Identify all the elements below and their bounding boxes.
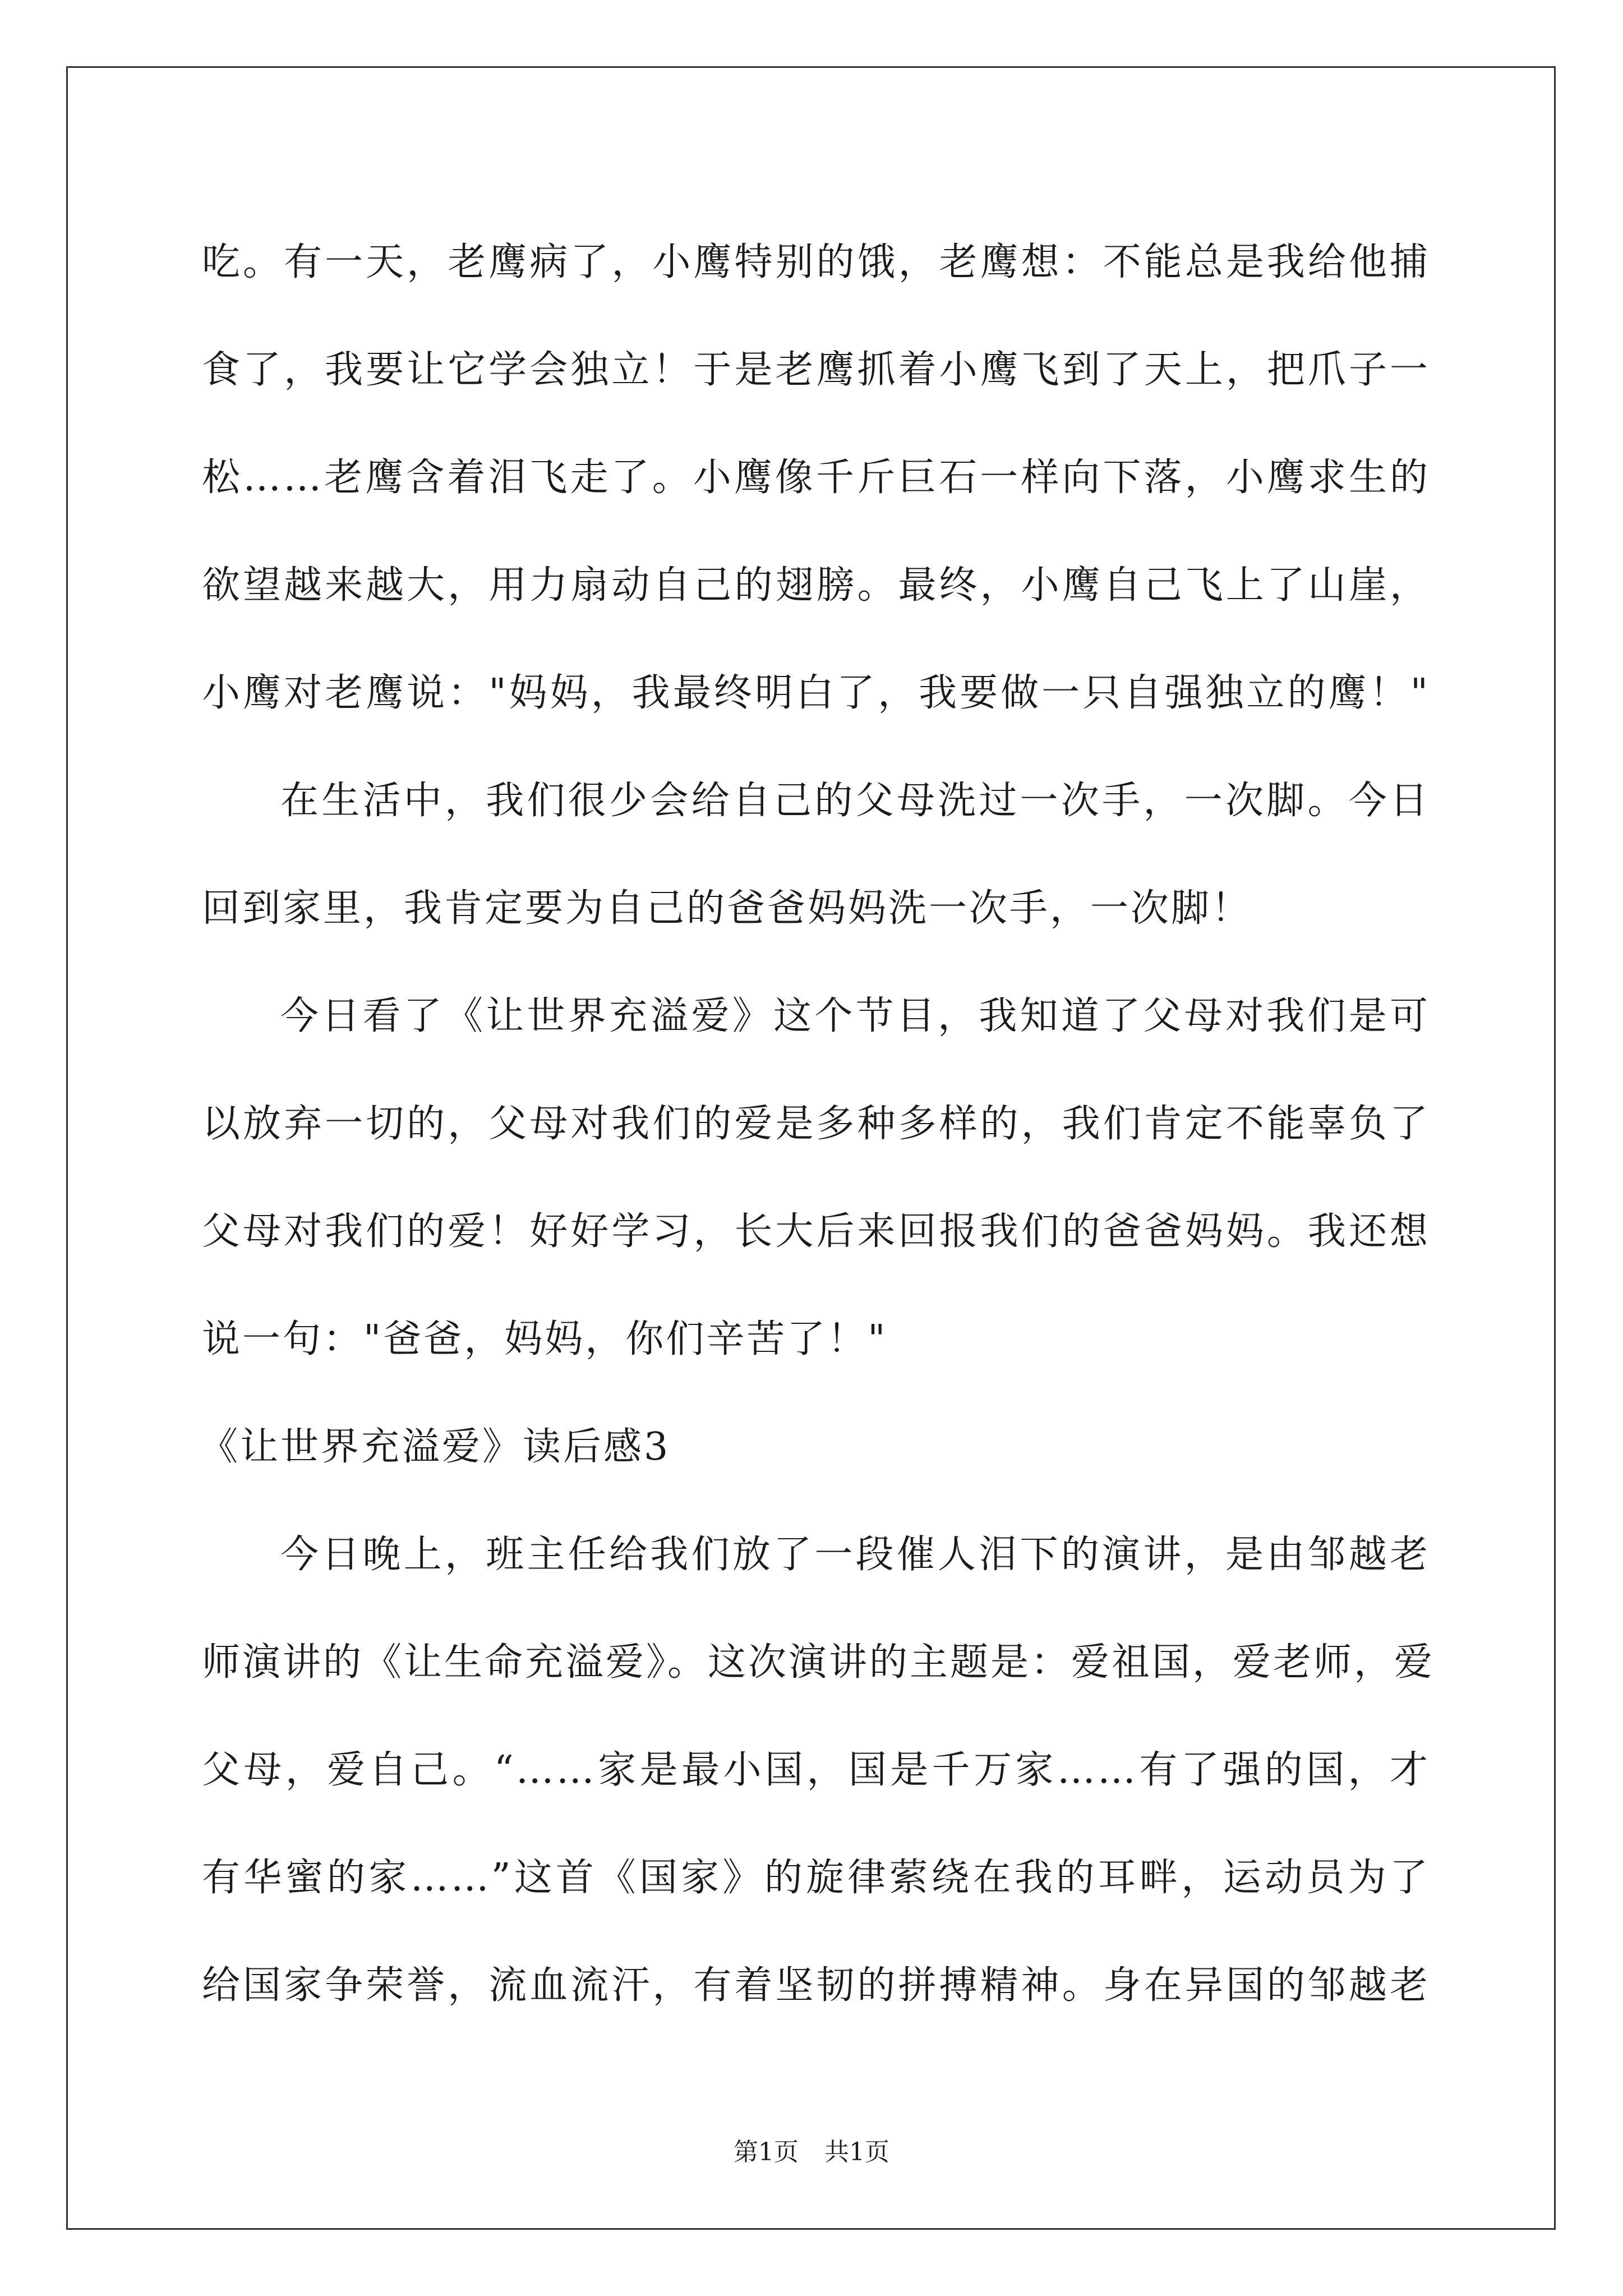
text-line-16: 有华蜜的家……”这首《国家》的旋律萦绕在我的耳畔，运动员为了 xyxy=(202,1856,1430,1900)
text-line-3: 松……老鹰含着泪飞走了。小鹰像千斤巨石一样向下落，小鹰求生的 xyxy=(202,455,1430,500)
text-line-14: 师演讲的《让生命充溢爱》。这次演讲的主题是：爱祖国，爱老师，爱 xyxy=(202,1640,1435,1685)
paragraph-start-line: 在生活中，我们很少会给自己的父母洗过一次手，一次脚。今日 xyxy=(280,779,1430,823)
page-footer xyxy=(0,2132,1623,2168)
text-line-4: 欲望越来越大，用力扇动自己的翅膀。最终，小鹰自己飞上了山崖， xyxy=(202,563,1430,608)
text-line-5: 小鹰对老鹰说："妈妈，我最终明白了，我要做一只自强独立的鹰！" xyxy=(202,671,1430,715)
text-line-9: 以放弃一切的，父母对我们的爱是多种多样的，我们肯定不能辜负了 xyxy=(202,1102,1430,1146)
document-body xyxy=(200,209,1435,2040)
page-number: 第1页 xyxy=(734,2138,799,2166)
text-line-10: 父母对我们的爱！好好学习，长大后来回报我们的爸爸妈妈。我还想 xyxy=(202,1209,1430,1254)
page-total: 共1页 xyxy=(824,2138,889,2166)
paragraph-start-line: 今日看了《让世界充溢爱》这个节目，我知道了父母对我们是可 xyxy=(280,994,1430,1038)
text-line-15: 父母，爱自己。“……家是最小国，国是千万家……有了强的国，才 xyxy=(202,1748,1430,1792)
text-line-7: 回到家里，我肯定要为自己的爸爸妈妈洗一次手，一次脚！ xyxy=(202,886,1252,931)
text-line-17: 给国家争荣誉，流血流汗，有着坚韧的拼搏精神。身在异国的邹越老 xyxy=(202,1963,1430,2008)
text-line-1: 吃。有一天，老鹰病了，小鹰特别的饿，老鹰想：不能总是我给他捕 xyxy=(202,240,1430,284)
paragraph-start-line: 今日晚上，班主任给我们放了一段催人泪下的演讲，是由邹越老 xyxy=(280,1533,1430,1577)
section-heading: 《让世界充溢爱》读后感3 xyxy=(200,1425,671,1469)
text-line-2: 食了，我要让它学会独立！于是老鹰抓着小鹰飞到了天上，把爪子一 xyxy=(202,348,1430,392)
text-line-11: 说一句："爸爸，妈妈，你们辛苦了！" xyxy=(202,1317,888,1361)
